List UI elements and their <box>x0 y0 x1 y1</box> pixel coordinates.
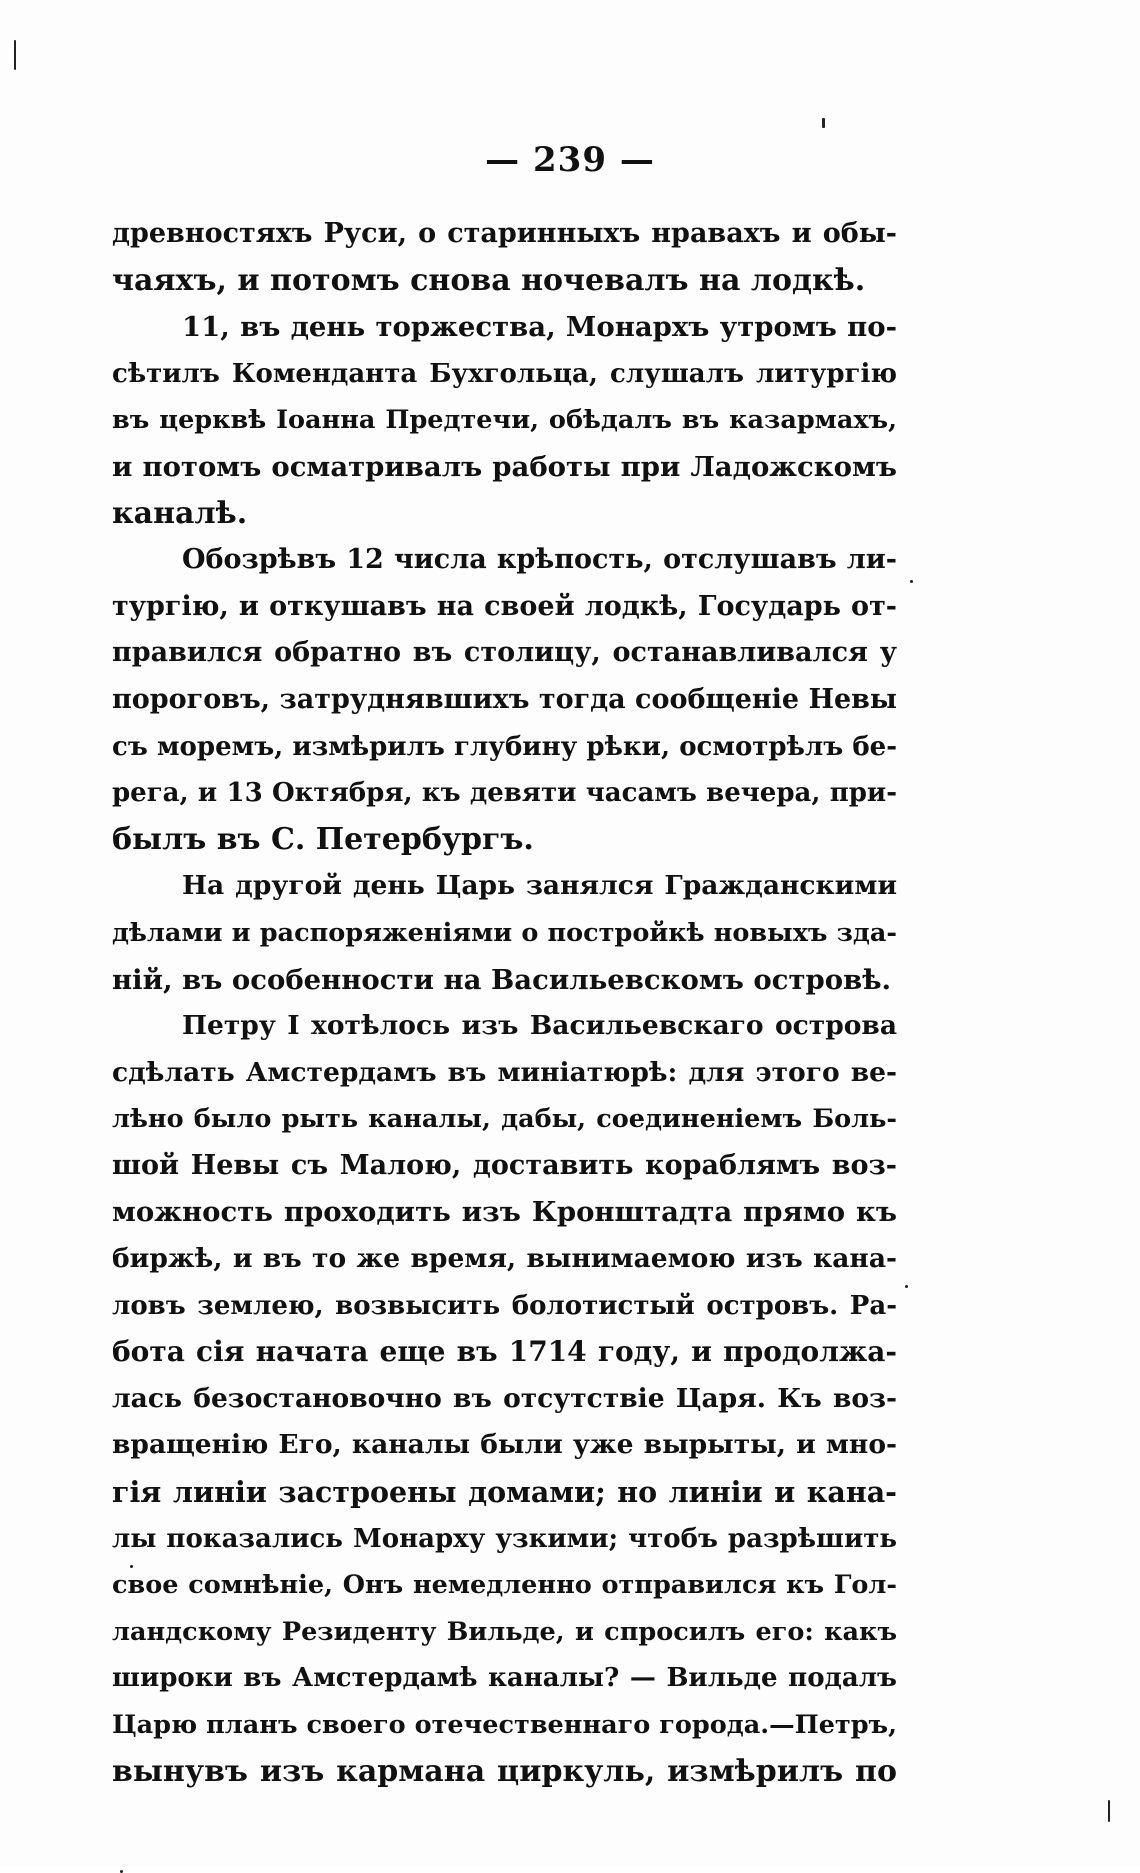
text-line: лась безостановочно въ отсутствіе Царя. Къ воз- <box>112 1382 897 1414</box>
text-line: широки въ Амстердамѣ каналы? — Вильде подалъ <box>112 1663 897 1694</box>
text-line: вынувъ изъ кармана циркуль, измѣрилъ по <box>112 1753 897 1789</box>
text-line: рега, и 13 Октября, къ девяти часамъ вечера, при- <box>112 778 897 809</box>
text-line: шой Невы съ Малою, доставить кораблямъ воз- <box>112 1149 897 1181</box>
text-line: каналѣ. <box>112 495 248 531</box>
text-line: въ церквѣ Іоанна Предтечи, обѣдалъ въ казармахъ, <box>112 405 897 436</box>
text-line: гія линіи застроены домами; но линіи и кана- <box>112 1475 897 1510</box>
text-line: лы показались Монарху узкими; чтобъ разрѣшить <box>112 1523 897 1554</box>
text-line: На другой день Царь занялся Гражданскими <box>182 870 897 902</box>
text-line: тургію, и откушавъ на своей лодкѣ, Государь от- <box>112 590 897 622</box>
text-line: вращенію Его, каналы были уже вырыты, и мно- <box>112 1429 897 1461</box>
text-line: бота сія начата еще въ 1714 году, и продолжа- <box>112 1335 897 1369</box>
text-line: ловъ землею, возвысить болотистый островъ. Ра- <box>112 1290 897 1321</box>
text-line: лѣно было рыть каналы, дабы, соединеніемъ Боль- <box>112 1104 897 1135</box>
page-number: — 239 — <box>485 140 655 180</box>
text-line: и потомъ осматривалъ работы при Ладожскомъ <box>112 450 897 483</box>
scan-speck <box>822 118 825 128</box>
text-line: древностяхъ Руси, о старинныхъ нравахъ и обы- <box>112 218 897 249</box>
text-line: свое сомнѣніе, Онъ немедленно отправился къ Гол- <box>112 1570 897 1601</box>
scan-speck <box>14 40 16 70</box>
text-line: сдѣлать Амстердамъ въ миніатюрѣ: для этого ве- <box>112 1056 897 1088</box>
text-line: чаяхъ, и потомъ снова ночевалъ на лодкѣ. <box>112 262 866 298</box>
text-line: съ моремъ, измѣрилъ глубину рѣки, осмотрѣлъ бе- <box>112 731 897 762</box>
text-line: 11, въ день торжества, Монархъ утромъ по- <box>182 311 897 344</box>
text-line: дѣлами и распоряженіями о постройкѣ новыхъ зда- <box>112 917 897 948</box>
body-text <box>112 211 897 1795</box>
text-line: сѣтилъ Коменданта Бухгольца, слушалъ литургію <box>112 358 897 389</box>
scan-speck <box>905 1285 908 1288</box>
text-line: Обозрѣвъ 12 числа крѣпость, отслушавъ ли- <box>182 544 897 576</box>
text-line: Царю планъ своего отечественнаго города.—Петръ, <box>112 1710 897 1740</box>
scan-speck <box>130 1565 133 1568</box>
scan-speck <box>910 580 913 583</box>
text-line: правился обратно въ столицу, останавливался у <box>112 637 897 669</box>
text-line: ній, въ особенности на Васильевскомъ островѣ. <box>112 963 892 996</box>
text-line: биржѣ, и въ то же время, вынимаемою изъ кана- <box>112 1243 897 1275</box>
text-line: можность проходить изъ Кронштадта прямо къ <box>112 1196 897 1229</box>
text-line: пороговъ, затруднявшихъ тогда сообщеніе Невы <box>112 683 897 715</box>
scan-speck <box>1108 1800 1110 1822</box>
text-line: былъ въ С. Петербургъ. <box>112 821 534 857</box>
text-line: ландскому Резиденту Вильде, и спросилъ его: какъ <box>112 1616 897 1647</box>
text-line: Петру I хотѣлось изъ Васильевскаго острова <box>182 1010 897 1042</box>
